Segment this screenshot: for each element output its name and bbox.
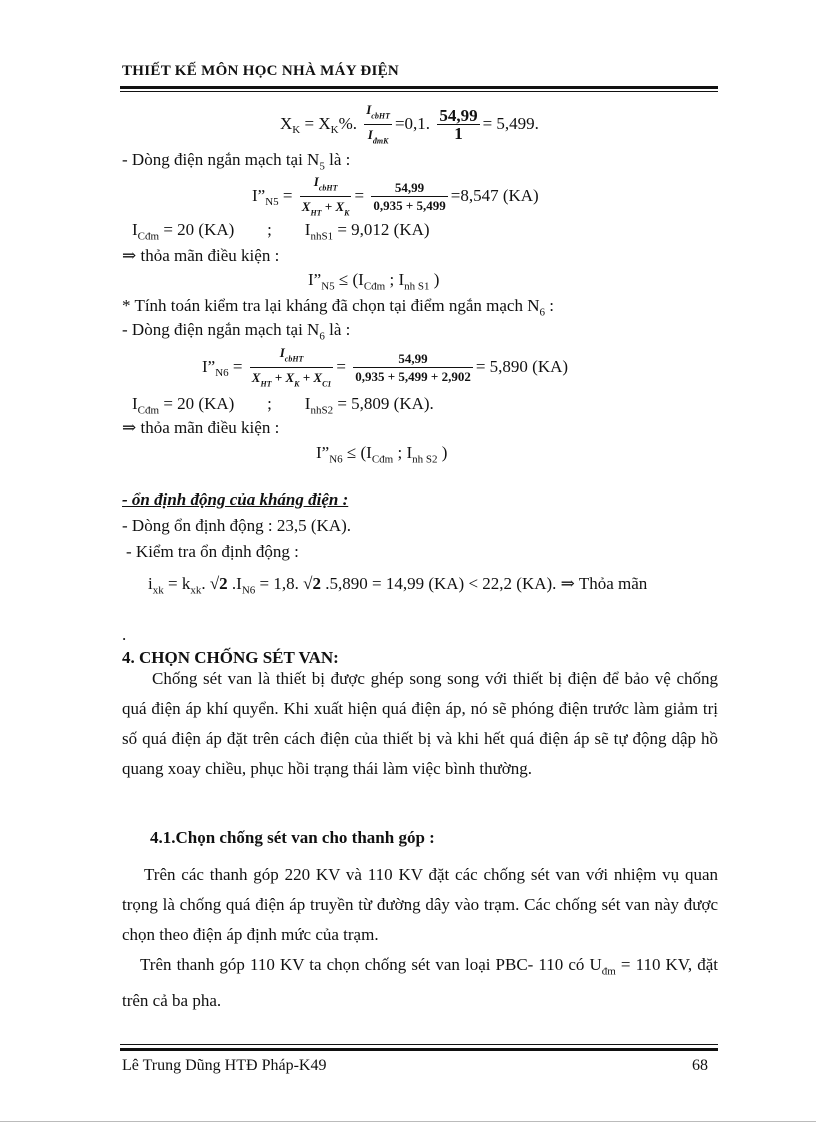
condition-1: ⇒ thỏa mãn điều kiện : xyxy=(122,246,280,265)
footer-author: Lê Trung Dũng HTĐ Pháp-K49 xyxy=(122,1057,327,1074)
stray-dot: . xyxy=(122,625,127,644)
section-4-1-title: 4.1.Chọn chống sét van cho thanh góp : xyxy=(150,828,435,847)
icdm-line-1: $I_{Cđm} = 20$ (KA) ; $I_{nhS1} = 9,012$ (KA) xyxy=(132,220,430,243)
fraction-n6-symbolic: $\frac{I_{cbHT}}{X_{HT} + X_K + X_{C1}}$ xyxy=(251,345,332,389)
icdm-line-2: $I_{Cđm} = 20$ (KA) ; $I_{nhS2} = 5,809$ (KA). xyxy=(132,394,434,417)
page-number: 68 xyxy=(692,1057,708,1074)
section-4-paragraph: Chống sét van là thiết bị được ghép song song với thiết bị điện để bảo vệ chống quá điện áp khí quyển. Khi xuất hiện quá điện áp, nó sẽ phóng điện trước làm giảm trị số quá điện áp đặt trên cách điện của thiết bị và khi hết quá điện áp sẽ tự động dập hồ quang xoay chiều, phục hồi trạng thái làm việc bình thường. xyxy=(122,669,718,778)
stability-heading: - ổn định động của kháng điện : xyxy=(122,490,349,509)
section-4-1-paragraph-1: Trên các thanh góp 220 KV và 110 KV đặt các chống sét van với nhiệm vụ quan trọng là chống quá điện áp truyền từ đường dây vào trạm. Các chống sét van này được chọn theo điện áp định mức của trạm. xyxy=(122,865,718,944)
equation-n5: $I”_{N5}$ = $\frac{I_{cbHT}}{X_{HT} + X_K}$ = $\frac{54,99}{0,935 + 5,499}$ =8,547 (KA) xyxy=(252,172,539,222)
inequality-1: $I”_{N5} \le (I_{Cđm}$ ; $I_{nh S1}$ ) xyxy=(308,270,440,293)
equation-xk: $X_K = X_K\%$. $\frac{I_{cbHT}}{I_{đmK}}$ =0,1. $\frac{54,99}{1}$ = 5,499. xyxy=(280,100,539,150)
equation-n6: $I”_{N6}$ = $\frac{I_{cbHT}}{X_{HT} + X_K + X_{C1}}$ = $\frac{54,99}{0,935 + 5,499 + 2,902}$ = 5,890 (KA) xyxy=(202,343,568,393)
section-4-title: 4. CHỌN CHỐNG SÉT VAN: xyxy=(122,648,339,667)
n5-intro: - Dòng điện ngắn mạch tại $N_5$ là : xyxy=(122,150,351,173)
stability-equation: $i_{xk} = k_{xk}$. √2 $.I_{N6} = 1,8$. √2 .5,890 = 14,99 (KA) < 22,2 (KA). ⇒ Thỏa mãn xyxy=(148,574,648,597)
header-rule-thin xyxy=(120,91,718,92)
page-header: THIẾT KẾ MÔN HỌC NHÀ MÁY ĐIỆN xyxy=(122,63,400,79)
fraction-ratio: $\frac{I_{cbHT}}{I_{đmK}}$ xyxy=(366,102,390,146)
header-rule xyxy=(120,86,718,89)
section-4-1-paragraph-2: Trên thanh góp 110 KV ta chọn chống sét van loại PBC- 110 có $U_{đm} = 110$ KV, đặt trên cả ba pha. xyxy=(122,955,718,1011)
n6-intro: - Dòng điện ngắn mạch tại $N_6$ là : xyxy=(122,320,351,343)
fraction-value: $\frac{54,99}{1}$ xyxy=(439,106,478,144)
condition-2: ⇒ thỏa mãn điều kiện : xyxy=(122,418,280,437)
fraction-n6-numeric: $\frac{54,99}{0,935 + 5,499 + 2,902}$ xyxy=(355,351,471,385)
page-edge xyxy=(0,1121,816,1122)
stability-line-2: - Kiểm tra ổn định động : xyxy=(126,542,299,561)
recheck-line: * Tính toán kiểm tra lại kháng đã chọn tại điểm ngắn mạch $N_6$ : xyxy=(122,296,554,319)
stability-line-1: - Dòng ổn định động : 23,5 (KA). xyxy=(122,516,352,535)
fraction-n5-symbolic: $\frac{I_{cbHT}}{X_{HT} + X_K}$ xyxy=(301,174,350,218)
footer-rule xyxy=(120,1048,718,1051)
inequality-2: $I”_{N6} \le (I_{Cđm}$ ; $I_{nh S2}$ ) xyxy=(316,443,448,466)
fraction-n5-numeric: $\frac{54,99}{0,935 + 5,499}$ xyxy=(373,180,446,214)
footer-rule-thin xyxy=(120,1044,718,1045)
